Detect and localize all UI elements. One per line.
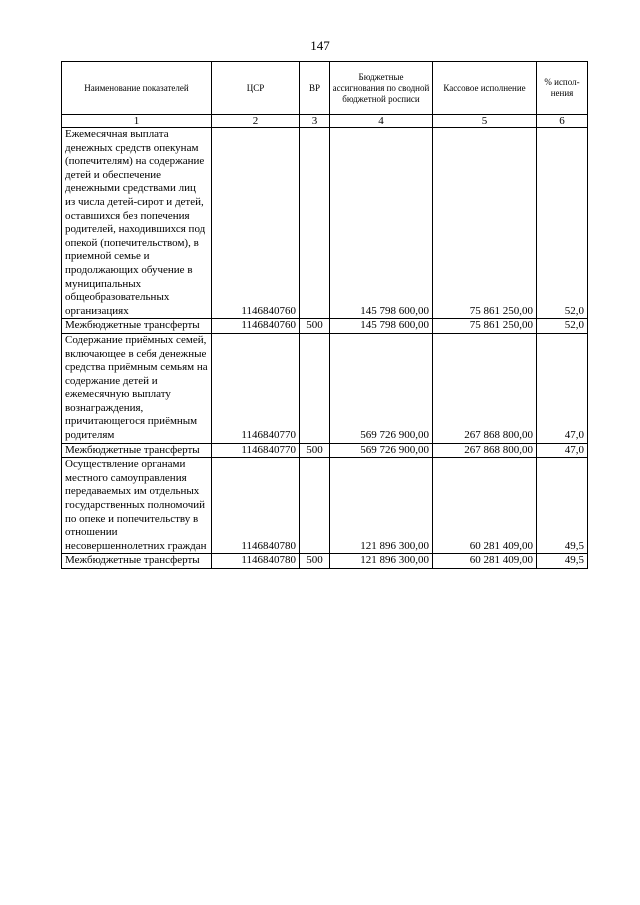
row-indicator-name: Межбюджетные трансферты [62, 443, 212, 458]
row-cash: 75 861 250,00 [433, 319, 537, 334]
table-row [62, 443, 588, 458]
row-indicator-name: Ежемесячная выплата денежных средств опекунам (попечителям) на содержание детей и обеспечение денежными средствами лиц из числа детей-сирот и детей, оставшихся без попечения родителей, находившихся под опекой (попечительством), в приемной семье и продолжающих обучение в муниципальных общеобразовательных организациях [62, 128, 212, 319]
row-percent: 52,0 [537, 128, 588, 319]
row-percent: 47,0 [537, 333, 588, 443]
row-indicator-name: Осуществление органами местного самоуправления передаваемых им отдельных государственных полномочий по опеке и попечительству в отношении несовершеннолетних граждан [62, 458, 212, 554]
header-budget-allocations: Бюджетные ассигнования по сводной бюджетной росписи [330, 62, 433, 115]
column-number-row [62, 115, 588, 128]
header-csr: ЦСР [212, 62, 300, 115]
header-vr: ВР [300, 62, 330, 115]
row-percent: 49,5 [537, 458, 588, 554]
row-percent: 49,5 [537, 554, 588, 569]
row-budget: 145 798 600,00 [330, 319, 433, 334]
row-percent: 47,0 [537, 443, 588, 458]
table-header-row [62, 62, 588, 115]
header-execution-percent: % испол-нения [537, 62, 588, 115]
row-cash: 60 281 409,00 [433, 458, 537, 554]
column-number: 5 [433, 115, 537, 128]
row-cash: 267 868 800,00 [433, 443, 537, 458]
column-number: 2 [212, 115, 300, 128]
table-row [62, 333, 588, 443]
column-number: 4 [330, 115, 433, 128]
header-indicator-name: Наименование показателей [62, 62, 212, 115]
row-budget: 145 798 600,00 [330, 128, 433, 319]
row-csr: 1146840780 [212, 554, 300, 569]
row-budget: 121 896 300,00 [330, 554, 433, 569]
budget-execution-table [61, 61, 588, 569]
row-cash: 60 281 409,00 [433, 554, 537, 569]
row-vr: 500 [300, 554, 330, 569]
row-indicator-name: Межбюджетные трансферты [62, 319, 212, 334]
table-row [62, 458, 588, 554]
column-number: 6 [537, 115, 588, 128]
row-csr: 1146840760 [212, 128, 300, 319]
row-csr: 1146840770 [212, 333, 300, 443]
row-percent: 52,0 [537, 319, 588, 334]
row-vr [300, 333, 330, 443]
row-indicator-name: Содержание приёмных семей, включающее в себя денежные средства приёмным семьям на содержание детей и ежемесячную выплату вознаграждения, причитающегося приёмным родителям [62, 333, 212, 443]
row-vr [300, 128, 330, 319]
header-cash-execution: Кассовое исполнение [433, 62, 537, 115]
page-number: 147 [310, 38, 330, 53]
row-csr: 1146840760 [212, 319, 300, 334]
row-cash: 267 868 800,00 [433, 333, 537, 443]
table-row [62, 554, 588, 569]
row-budget: 569 726 900,00 [330, 333, 433, 443]
column-number: 3 [300, 115, 330, 128]
row-budget: 569 726 900,00 [330, 443, 433, 458]
row-cash: 75 861 250,00 [433, 128, 537, 319]
row-csr: 1146840770 [212, 443, 300, 458]
column-number: 1 [62, 115, 212, 128]
row-vr [300, 458, 330, 554]
table-row [62, 319, 588, 334]
row-vr: 500 [300, 319, 330, 334]
table-row [62, 128, 588, 319]
row-vr: 500 [300, 443, 330, 458]
row-budget: 121 896 300,00 [330, 458, 433, 554]
row-indicator-name: Межбюджетные трансферты [62, 554, 212, 569]
row-csr: 1146840780 [212, 458, 300, 554]
